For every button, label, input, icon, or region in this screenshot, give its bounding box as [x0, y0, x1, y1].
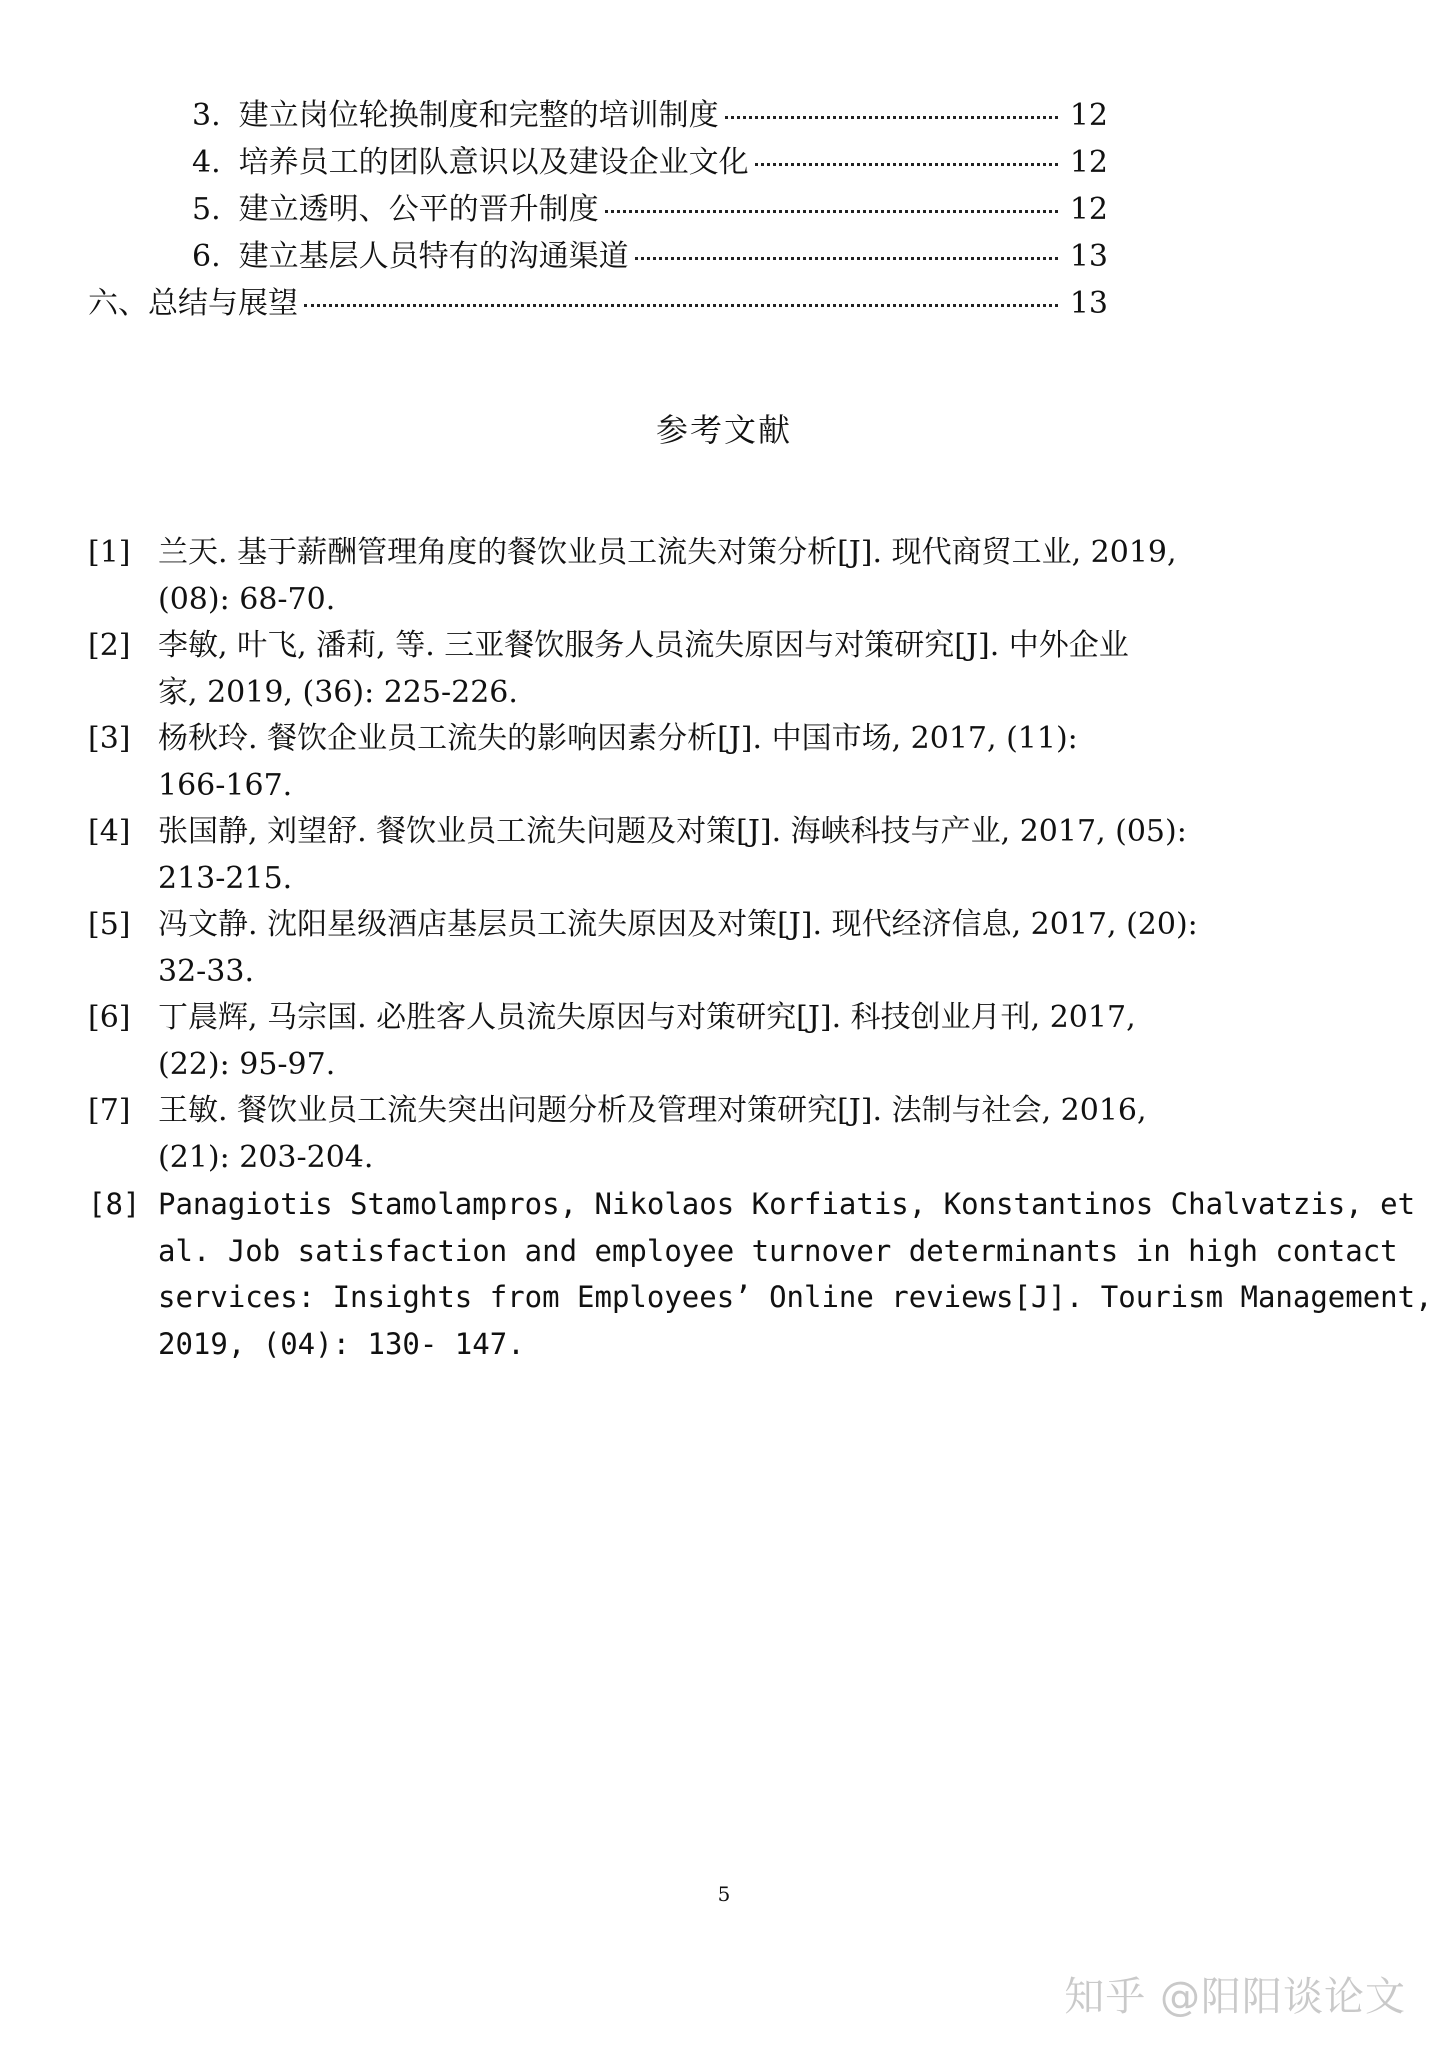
reference-entry [88, 902, 1388, 995]
toc-entry[interactable] [88, 278, 1108, 325]
reference-line: (22): 95-97. [158, 1046, 336, 1082]
reference-tag: [3] [88, 721, 131, 756]
reference-line: 李敏, 叶飞, 潘莉, 等. 三亚餐饮服务人员流失原因与对策研究[J]. 中外企业 [158, 628, 1129, 663]
reference-line: 32-33. [158, 953, 255, 989]
reference-entry [88, 530, 1388, 623]
toc-entry-page: 13 [1069, 239, 1108, 274]
toc-entry-title: 建立透明、公平的晋升制度 [238, 192, 599, 227]
toc-entry[interactable] [88, 184, 1108, 231]
reference-line: Panagiotis Stamolampros, Nikolaos Korfiatis, Konstantinos Chalvatzis, et [158, 1187, 1416, 1221]
reference-line: (21): 203-204. [158, 1139, 374, 1175]
reference-line: services: Insights from Employees’ Online reviews[J]. Tourism Management, [158, 1280, 1433, 1314]
reference-entry [88, 623, 1388, 716]
reference-line: 2019, (04): 130- 147. [158, 1326, 525, 1361]
references-list [88, 530, 1433, 1367]
reference-entry [88, 1088, 1388, 1181]
reference-entry [88, 995, 1388, 1088]
reference-tag: [8] [88, 1187, 141, 1221]
toc-entry[interactable] [88, 231, 1108, 278]
reference-line: 杨秋玲. 餐饮企业员工流失的影响因素分析[J]. 中国市场, 2017, (11): [158, 721, 1078, 756]
reference-tag: [7] [88, 1093, 131, 1128]
reference-line: 兰天. 基于薪酬管理角度的餐饮业员工流失对策分析[J]. 现代商贸工业, 2019, [158, 535, 1177, 570]
toc-leader-dots [755, 163, 1058, 166]
reference-line: 丁晨辉, 马宗国. 必胜客人员流失原因与对策研究[J]. 科技创业月刊, 2017, [158, 1000, 1136, 1035]
page-number: 5 [717, 1882, 731, 1906]
watermark-text: 知乎 @阳阳谈论文 [1064, 1974, 1406, 2020]
toc-entry-number: 3. [192, 98, 221, 133]
toc-entry-page: 12 [1069, 98, 1108, 133]
toc-entry[interactable] [88, 90, 1108, 137]
reference-line: 王敏. 餐饮业员工流失突出问题分析及管理对策研究[J]. 法制与社会, 2016, [158, 1093, 1147, 1128]
reference-line: 家, 2019, (36): 225-226. [158, 674, 518, 710]
toc-entry-title: 六、总结与展望 [88, 286, 298, 321]
toc-leader-dots [635, 257, 1058, 260]
toc-entry-title: 培养员工的团队意识以及建设企业文化 [238, 145, 749, 180]
reference-line: 张国静, 刘望舒. 餐饮业员工流失问题及对策[J]. 海峡科技与产业, 2017, (05): [158, 814, 1187, 849]
toc-entry[interactable] [88, 137, 1108, 184]
toc-leader-dots [725, 116, 1058, 119]
reference-entry [88, 809, 1388, 902]
reference-line: 166-167. [158, 767, 293, 803]
toc-entry-page: 12 [1069, 192, 1108, 227]
toc-entry-number: 6. [192, 239, 221, 274]
toc-entry-number: 4. [192, 145, 221, 180]
reference-tag: [1] [88, 535, 131, 570]
toc-leader-dots [304, 304, 1058, 307]
toc-entry-page: 13 [1069, 286, 1108, 321]
reference-entry [88, 1181, 1433, 1367]
reference-line: al. Job satisfaction and employee turnover determinants in high contact [158, 1233, 1398, 1268]
reference-entry [88, 716, 1388, 809]
toc-entry-number: 5. [192, 192, 221, 227]
toc-entry-title: 建立岗位轮换制度和完整的培训制度 [238, 98, 719, 133]
reference-tag: [6] [88, 1000, 131, 1035]
toc-entry-title: 建立基层人员特有的沟通渠道 [238, 239, 629, 274]
reference-tag: [2] [88, 628, 131, 663]
references-heading: 参考文献 [655, 411, 792, 449]
reference-tag: [5] [88, 907, 131, 942]
table-of-contents [88, 90, 1108, 325]
toc-leader-dots [605, 210, 1058, 213]
reference-tag: [4] [88, 814, 131, 849]
toc-entry-page: 12 [1069, 145, 1108, 180]
reference-line: 冯文静. 沈阳星级酒店基层员工流失原因及对策[J]. 现代经济信息, 2017, (20): [158, 907, 1198, 942]
reference-line: 213-215. [158, 860, 293, 896]
reference-line: (08): 68-70. [158, 581, 336, 617]
